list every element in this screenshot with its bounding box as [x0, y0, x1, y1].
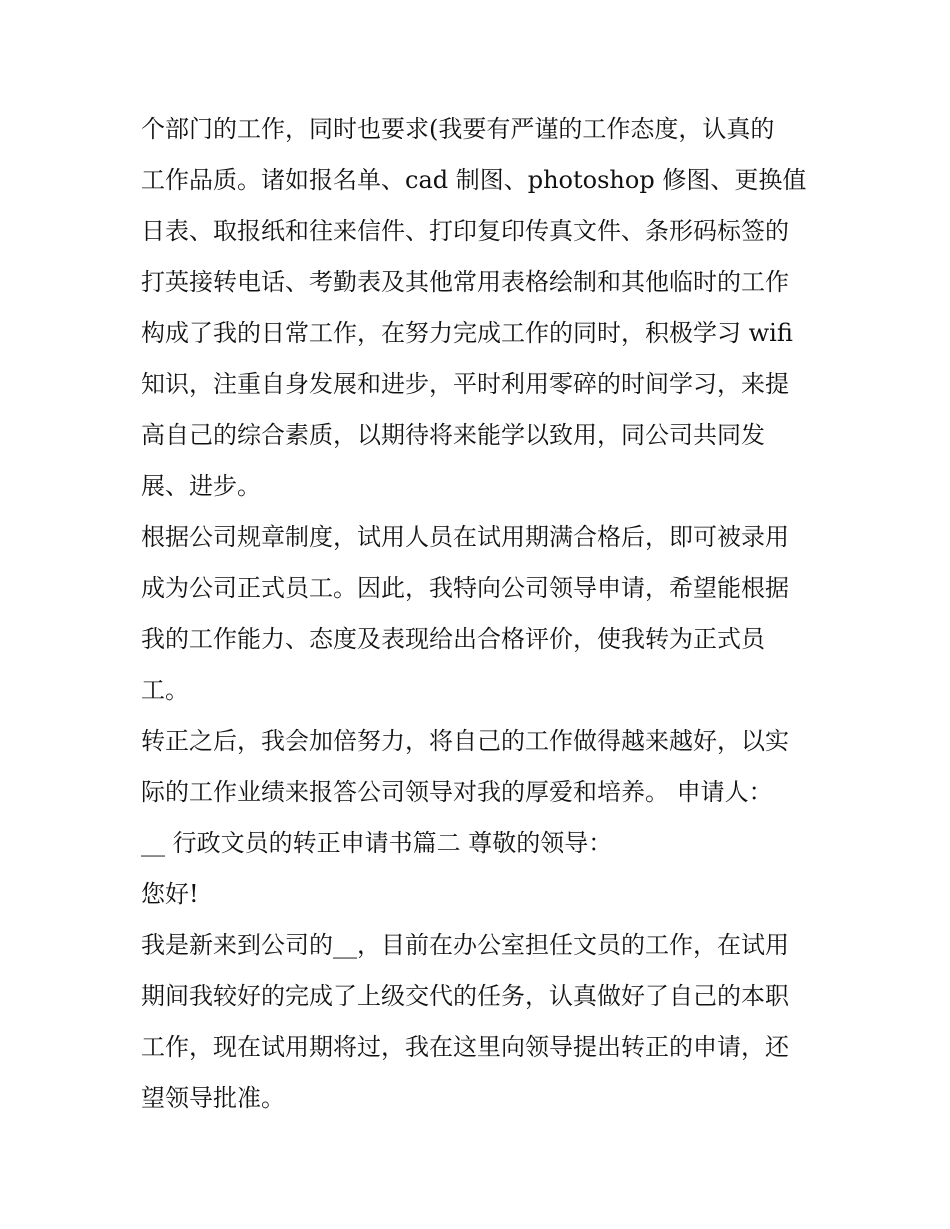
text-line: 工。 — [141, 676, 189, 704]
text-line: 个部门的工作，同时也要求(我要有严谨的工作态度，认真的 — [141, 115, 775, 143]
text-line: 期间我较好的完成了上级交代的任务，认真做好了自己的本职 — [141, 982, 789, 1010]
text-line: 日表、取报纸和往来信件、打印复印传真文件、条形码标签的 — [141, 217, 789, 245]
text-line: 工作，现在试用期将过，我在这里向领导提出转正的申请，还 — [141, 1033, 789, 1061]
text-line: 根据公司规章制度，试用人员在试用期满合格后，即可被录用 — [141, 523, 789, 551]
text-line: 际的工作业绩来报答公司领导对我的厚爱和培养。 申请人： — [141, 778, 773, 806]
text-line: 我的工作能力、态度及表现给出合格评价，使我转为正式员 — [141, 625, 765, 653]
text-line: 我是新来到公司的__，目前在办公室担任文员的工作，在试用 — [141, 931, 789, 959]
text-line: 工作品质。诸如报名单、cad 制图、photoshop 修图、更换值 — [141, 166, 807, 194]
text-line: 高自己的综合素质，以期待将来能学以致用，同公司共同发 — [141, 421, 765, 449]
text-line: 打英接转电话、考勤表及其他常用表格绘制和其他临时的工作 — [141, 268, 789, 296]
document-body — [141, 104, 821, 1124]
text-line: 构成了我的日常工作，在努力完成工作的同时，积极学习 wifi — [141, 319, 793, 347]
text-line: 望领导批准。 — [141, 1084, 285, 1112]
text-line: 成为公司正式员工。因此，我特向公司领导申请，希望能根据 — [141, 574, 789, 602]
text-line: 知识，注重自身发展和进步，平时利用零碎的时间学习，来提 — [141, 370, 789, 398]
text-line: 您好! — [141, 880, 199, 908]
text-line: 展、进步。 — [141, 472, 261, 500]
text-line: 转正之后，我会加倍努力，将自己的工作做得越来越好，以实 — [141, 727, 789, 755]
text-line: __ 行政文员的转正申请书篇二 尊敬的领导： — [141, 829, 613, 857]
